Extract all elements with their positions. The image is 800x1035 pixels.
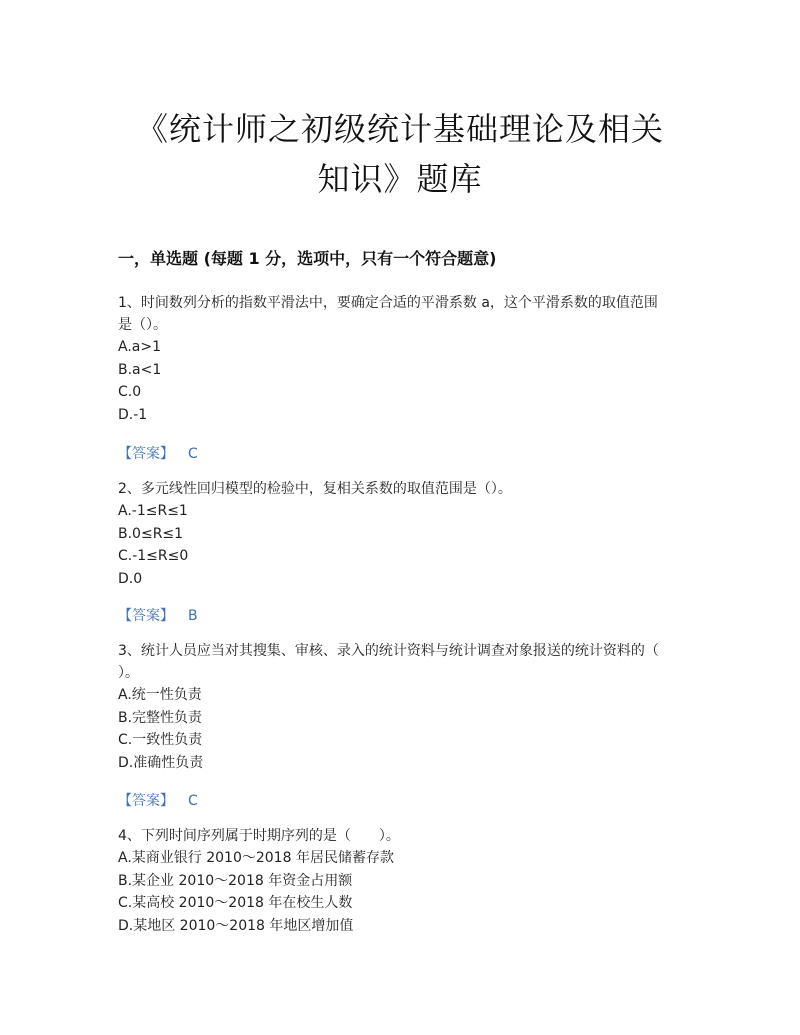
answer-value: C (188, 793, 198, 809)
title-line-2: 知识》题库 (317, 160, 483, 198)
question-stem: 2、多元线性回归模型的检验中，复相关系数的取值范围是（）。 (118, 481, 512, 497)
option-a: A.统一性负责 (118, 687, 202, 703)
question-stem-cont: ）。 (118, 665, 139, 681)
option-d: D.-1 (118, 406, 148, 423)
option-b: B.0≤R≤1 (118, 525, 184, 542)
answer-label: 【答案】 (118, 446, 174, 462)
option-d: D.某地区 2010～2018 年地区增加值 (118, 917, 354, 934)
question-stem: 4、下列时间序列属于时期序列的是（ ）。 (118, 828, 400, 844)
question-4 (118, 825, 678, 937)
option-c: C.一致性负责 (118, 732, 203, 748)
option-b: B.完整性负责 (118, 709, 203, 726)
answer-label: 【答案】 (118, 793, 174, 809)
option-c: C.0 (118, 384, 142, 400)
option-a: A.某商业银行 2010～2018 年居民储蓄存款 (118, 850, 394, 866)
section-heading: 一，单选题 (每题 1 分，选项中，只有一个符合题意) (118, 249, 497, 268)
option-d: D.0 (118, 570, 143, 587)
question-stem-cont: 是（）。 (118, 317, 167, 333)
option-c: C.某高校 2010～2018 年在校生人数 (118, 895, 353, 911)
question-3 (118, 640, 678, 774)
document-title (100, 104, 700, 204)
question-stem: 3、统计人员应当对其搜集、审核、录入的统计资料与统计调查对象报送的统计资料的（ (118, 643, 659, 659)
question-stem: 1、时间数列分析的指数平滑法中，要确定合适的平滑系数 a，这个平滑系数的取值范围 (118, 295, 658, 311)
answer-value: C (188, 446, 198, 462)
option-c: C.-1≤R≤0 (118, 548, 189, 564)
option-d: D.准确性负责 (118, 754, 204, 771)
answer-value: B (188, 608, 198, 624)
question-2 (118, 478, 678, 590)
option-b: B.某企业 2010～2018 年资金占用额 (118, 872, 353, 889)
option-b: B.a<1 (118, 361, 162, 378)
answer-label: 【答案】 (118, 608, 174, 624)
option-a: A.-1≤R≤1 (118, 503, 188, 519)
answer-3 (118, 790, 198, 810)
answer-2 (118, 605, 198, 625)
question-1 (118, 292, 678, 426)
answer-1 (118, 443, 198, 463)
option-a: A.a>1 (118, 339, 161, 355)
title-line-1: 《统计师之初级统计基础理论及相关 (135, 110, 664, 148)
